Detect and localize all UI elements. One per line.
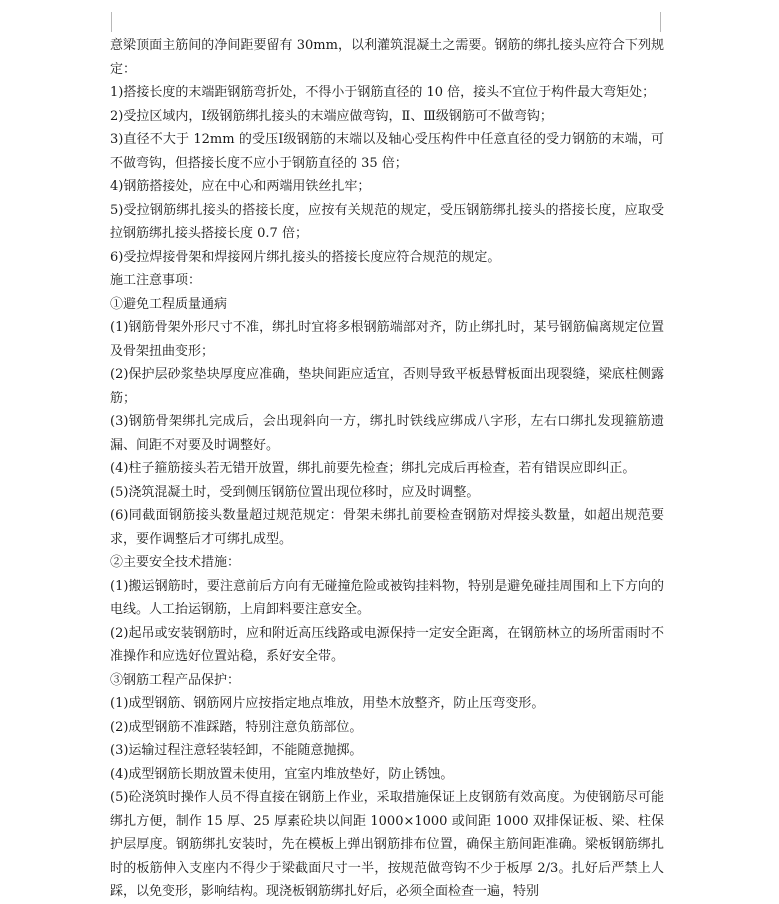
paragraph: (5)砼浇筑时操作人员不得直接在钢筋上作业，采取措施保证上皮钢筋有效高度。为使钢筋尽可能绑扎方便，制作 15 厚、25 厚素砼块以间距 1000×1000 或间距 1000 双排保证板、梁、柱保护层厚度。钢筋绑扎安装时，先在模板上弹出钢筋排布位置，确保主筋间距准确。梁板钢筋绑扎时的板筋伸入支座内不得少于梁截面尺寸一半，按规范做弯钩不少于板厚 2/3。扎好后严禁上人踩，以免变形，影响结构。现浇板钢筋绑扎好后，必须全面检查一遍，特别	[110, 790, 664, 899]
paragraph: (2)起吊或安装钢筋时，应和附近高压线路或电源保持一定安全距离，在钢筋林立的场所雷雨时不准操作和应选好位置站稳，系好安全带。	[110, 625, 664, 664]
section-heading: ①避免工程质量通病	[110, 296, 228, 312]
paragraph: (3)钢筋骨架绑扎完成后，会出现斜向一方，绑扎时铁线应绑成八字形，左右口绑扎发现箍筋遗漏、间距不对要及时调整好。	[110, 414, 664, 453]
paragraph: 6)受拉焊接骨架和焊接网片绑扎接头的搭接长度应符合规范的规定。	[110, 249, 501, 265]
paragraph: (1)成型钢筋、钢筋网片应按指定地点堆放，用垫木放整齐，防止压弯变形。	[110, 696, 545, 711]
paragraph: (4)柱子箍筋接头若无错开放置，绑扎前要先检查；绑扎完成后再检查，若有错误应即纠正。	[110, 461, 636, 476]
section-heading: ②主要安全技术措施：	[110, 555, 241, 570]
paragraph: (3)运输过程注意轻装轻卸，不能随意抛掷。	[110, 743, 363, 758]
paragraph: 1)搭接长度的末端距钢筋弯折处，不得小于钢筋直径的 10 倍，接头不宜位于构件最大弯矩处；	[110, 85, 656, 100]
paragraph: 4)钢筋搭接处，应在中心和两端用铁丝扎牢；	[110, 179, 371, 194]
page-corner-mark-left	[111, 12, 112, 32]
section-heading: ③钢筋工程产品保护：	[110, 672, 241, 688]
paragraph: (6)同截面钢筋接头数量超过规范规定：骨架未绑扎前要检查钢筋对焊接头数量，如超出规范要求，要作调整后才可绑扎成型。	[110, 508, 664, 547]
paragraph: (2)保护层砂浆垫块厚度应准确，垫块间距应适宜，否则导致平板悬臂板面出现裂缝，梁底柱侧露筋；	[110, 367, 664, 406]
paragraph: (5)浇筑混凝土时，受到侧压钢筋位置出现位移时，应及时调整。	[110, 484, 480, 500]
paragraph: 2)受拉区域内，Ⅰ级钢筋绑扎接头的末端应做弯钩，Ⅱ、Ⅲ级钢筋可不做弯钩；	[110, 108, 553, 124]
paragraph: (4)成型钢筋长期放置未使用，宜室内堆放垫好，防止锈蚀。	[110, 766, 454, 782]
paragraph: (1)钢筋骨架外形尺寸不准，绑扎时宜将多根钢筋端部对齐，防止绑扎时，某号钢筋偏离规定位置及骨架扭曲变形；	[110, 320, 664, 359]
page-corner-mark-right	[660, 12, 661, 32]
paragraph: 5)受拉钢筋绑扎接头的搭接长度，应按有关规范的规定，受压钢筋绑扎接头的搭接长度，应取受拉钢筋绑扎接头搭接长度 0.7 倍；	[110, 202, 664, 241]
section-heading: 施工注意事项：	[110, 273, 202, 288]
document-body	[110, 34, 664, 904]
paragraph: 意梁顶面主筋间的净间距要留有 30mm，以利灌筑混凝土之需要。钢筋的绑扎接头应符合下列规定：	[110, 38, 664, 77]
paragraph: (1)搬运钢筋时，要注意前后方向有无碰撞危险或被钩挂料物，特别是避免碰挂周围和上下方向的电线。人工抬运钢筋，上肩卸料要注意安全。	[110, 578, 664, 617]
paragraph: 3)直径不大于 12mm 的受压Ⅰ级钢筋的末端以及轴心受压构件中任意直径的受力钢筋的末端，可不做弯钩，但搭接长度不应小于钢筋直径的 35 倍；	[110, 132, 664, 171]
paragraph: (2)成型钢筋不准踩踏，特别注意负筋部位。	[110, 719, 363, 735]
